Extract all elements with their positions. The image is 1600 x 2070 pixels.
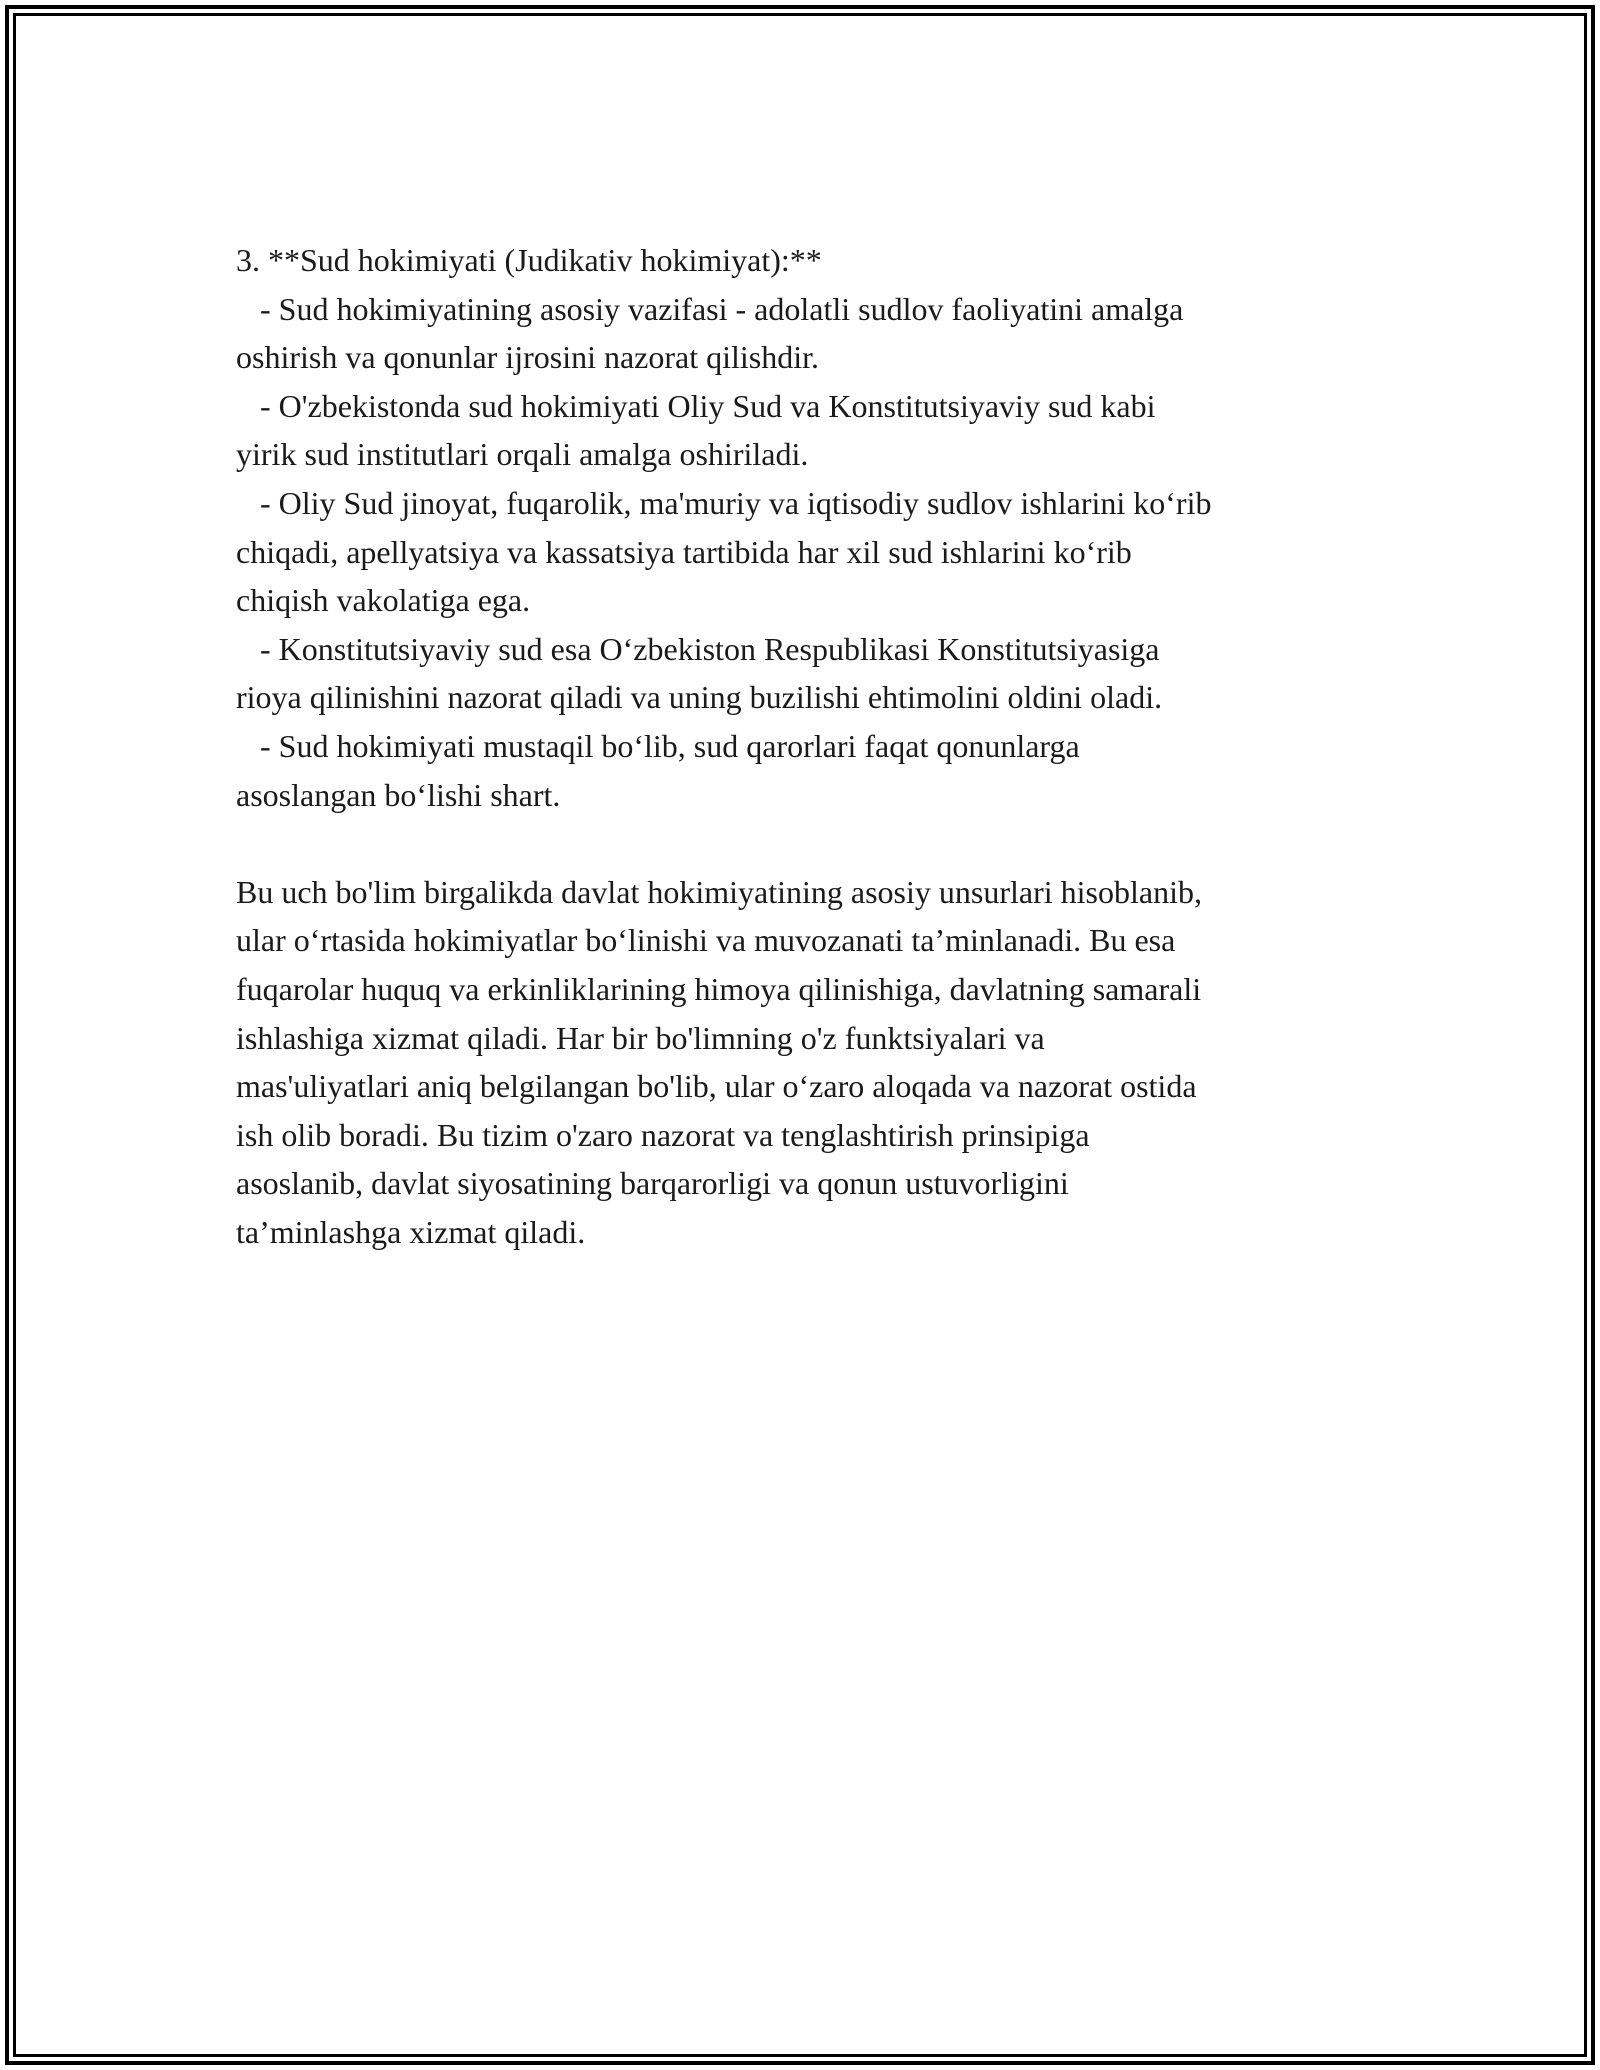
conclusion-line: ishlashiga xizmat qiladi. Har bir bo'limning o'z funktsiyalari va <box>236 1019 1045 1056</box>
conclusion-line: ular o‘rtasida hokimiyatlar bo‘linishi va muvozanati ta’minlanadi. Bu esa <box>236 922 1176 959</box>
conclusion-line: asoslanib, davlat siyosatining barqarorligi va qonun ustuvorligini <box>236 1165 1069 1202</box>
section-line: rioya qilinishini nazorat qiladi va uning buzilishi ehtimolini oldini oladi. <box>236 679 1163 716</box>
conclusion-line: Bu uch bo'lim birgalikda davlat hokimiyatining asosiy unsurlari hisoblanib, <box>236 873 1202 910</box>
conclusion-line: ta’minlashga xizmat qiladi. <box>236 1213 586 1250</box>
section-line: - Sud hokimiyatining asosiy vazifasi - adolatli sudlov faoliyatini amalga <box>236 290 1184 327</box>
section-line: yirik sud institutlari orqali amalga oshiriladi. <box>236 436 809 473</box>
section-line: chiqish vakolatiga ega. <box>236 582 531 619</box>
conclusion-line: ish olib boradi. Bu tizim o'zaro nazorat va tenglashtirish prinsipiga <box>236 1116 1090 1153</box>
section-line: chiqadi, apellyatsiya va kassatsiya tartibida har xil sud ishlarini ko‘rib <box>236 533 1132 570</box>
section-line: asoslangan bo‘lishi shart. <box>236 776 561 813</box>
section-line: - O'zbekistonda sud hokimiyati Oliy Sud va Konstitutsiyaviy sud kabi <box>236 387 1156 424</box>
section-line: - Konstitutsiyaviy sud esa O‘zbekiston Respublikasi Konstitutsiyasiga <box>236 630 1160 667</box>
section-line: - Sud hokimiyati mustaqil bo‘lib, sud qarorlari faqat qonunlarga <box>236 727 1080 764</box>
conclusion-line: fuqarolar huquq va erkinliklarining himoya qilinishiga, davlatning samarali <box>236 970 1202 1007</box>
section-heading: 3. **Sud hokimiyati (Judikativ hokimiyat):** <box>236 242 822 278</box>
paragraph-spacer <box>236 819 1366 868</box>
document-body <box>236 236 1366 1256</box>
section-line: - Oliy Sud jinoyat, fuqarolik, ma'muriy va iqtisodiy sudlov ishlarini ko‘rib <box>236 484 1212 521</box>
conclusion-line: mas'uliyatlari aniq belgilangan bo'lib, ular o‘zaro aloqada va nazorat ostida <box>236 1068 1197 1105</box>
section-line: oshirish va qonunlar ijrosini nazorat qilishdir. <box>236 339 820 376</box>
